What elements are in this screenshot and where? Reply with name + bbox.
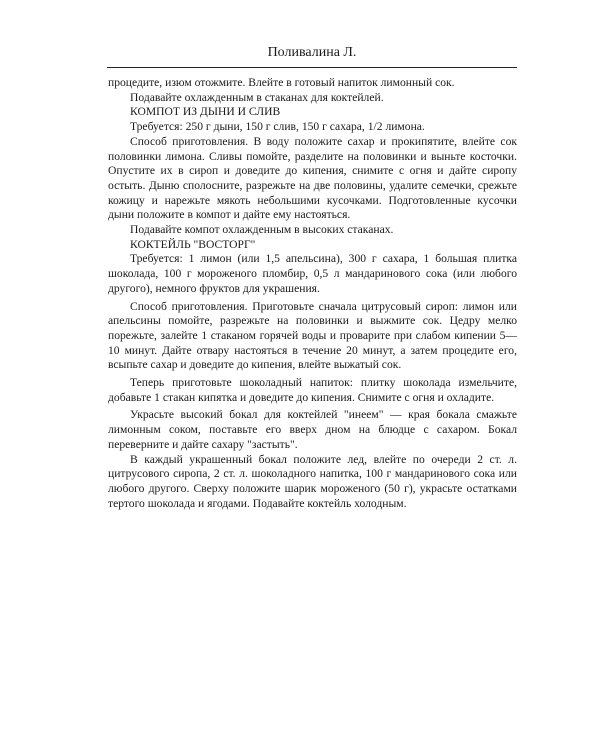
paragraph: Украсьте высокий бокал для коктейлей "инеем" — края бокала смажьте лимонным соком, поставьте его вверх дном на блюдце с сахаром. Бокал переверните и дайте сахару "застыть". — [108, 408, 517, 451]
ingredients-line: Требуется: 1 лимон (или 1,5 апельсина), 300 г сахара, 1 большая плитка шоколада, 100 г мороженого пломбир, 0,5 л мандаринового сока (или любого другого), немного фруктов для украшения. — [108, 252, 517, 295]
recipe-heading: КОКТЕЙЛЬ "ВОСТОРГ" — [130, 237, 256, 251]
page-body — [108, 76, 517, 511]
paragraph: Подавайте охлажденным в стаканах для коктейлей. — [130, 90, 384, 104]
paragraph: Подавайте компот охлажденным в высоких стаканах. — [130, 223, 394, 237]
paragraph: процедите, изюм отожмите. Влейте в готовый напиток лимонный сок. — [108, 76, 455, 89]
paragraph: В каждый украшенный бокал положите лед, влейте по очереди 2 ст. л. цитрусового сиропа, 2 ст. л. шоколадного напитка, 100 г мандаринового сока или любого другого. Сверху положите шарик мороженого (50 г), украсьте остатками тертого шоколада и ягодами. Подавайте коктейль холодным. — [108, 452, 517, 510]
recipe-heading: КОМПОТ ИЗ ДЫНИ И СЛИВ — [130, 105, 281, 119]
paragraph: Способ приготовления. В воду положите сахар и прокипятите, влейте сок половинки лимона. Сливы помойте, разделите на половинки и выньте косточки. Опустите их в сироп и доведите до кипения, снимите с огня и дайте сиропу остыть. Дыню сполосните, разрежьте на две половины, удалите семечки, срежьте кожицу и нарежьте мякоть небольшими кусочками. Подготовленные кусочки дыни положите в компот и дайте ему настояться. — [108, 134, 517, 222]
paragraph: Теперь приготовьте шоколадный напиток: плитку шоколада измельчите, добавьте 1 стакан кипятка и доведите до кипения. Снимите с огня и охладите. — [108, 376, 517, 404]
ingredients-line: Требуется: 250 г дыни, 150 г слив, 150 г сахара, 1/2 лимона. — [130, 120, 425, 134]
running-header-author: Поливалина Л. — [267, 45, 357, 60]
paragraph: Способ приготовления. Приготовьте сначала цитрусовый сироп: лимон или апельсины помойте, разрежьте на половинки и выжмите сок. Цедру мелко порежьте, залейте 1 стаканом горячей воды и проварите при слабом кипении 5—10 минут. Дайте отвару настояться в течение 20 минут, а затем процедите его, всыпьте сахар и доведите до кипения, влейте выжатый сок. — [108, 299, 517, 372]
header-divider — [107, 67, 517, 68]
